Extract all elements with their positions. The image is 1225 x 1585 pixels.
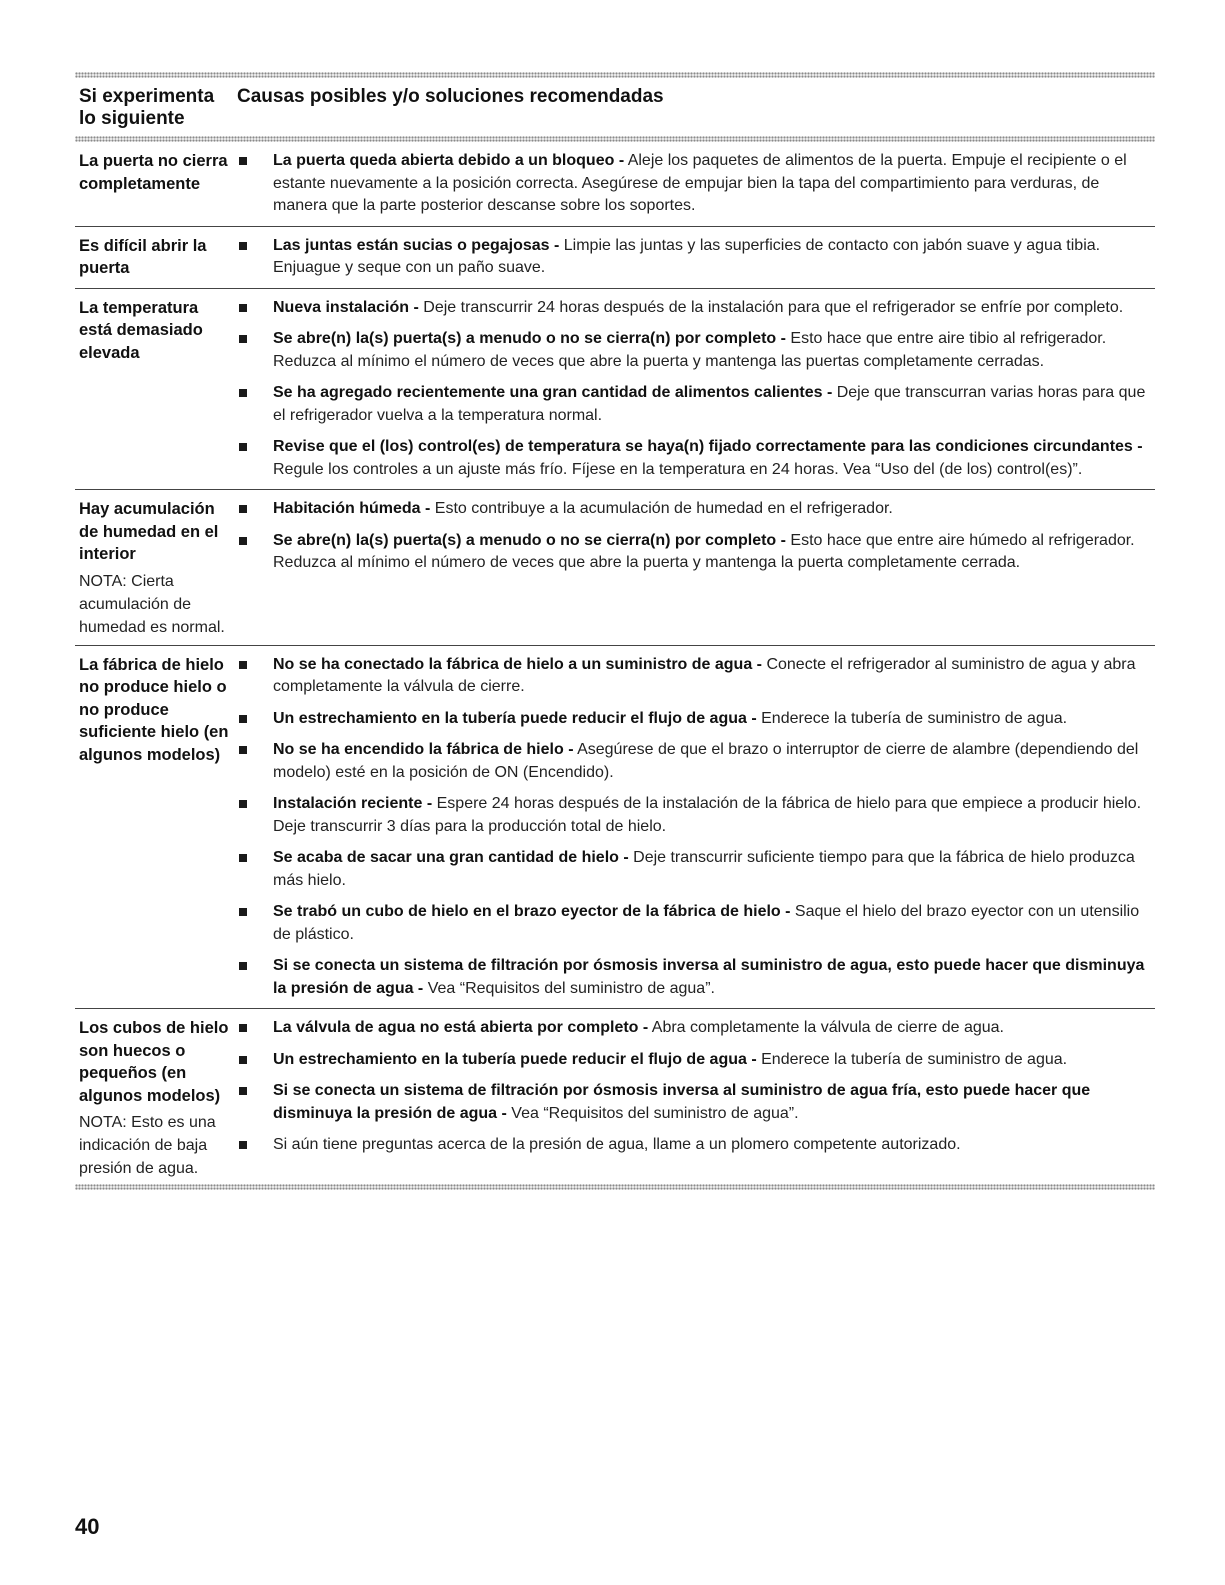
solution-text <box>273 150 1155 218</box>
solution-text <box>273 901 1155 946</box>
solution-text <box>273 955 1155 1000</box>
solution-text <box>273 793 1155 838</box>
solution-body: Deje que transcurran varias horas para que el refrigerador vuelva a la temperatura normal. <box>273 384 1146 424</box>
solution-body: Aleje los paquetes de alimentos de la puerta. Empuje el recipiente o el estante nuevamente a la posición correcta. Asegúrese de empujar bien la tapa del compartimiento para verduras, de manera que la parte posterior descanse sobre los soportes. <box>273 152 1127 214</box>
solution-item <box>237 901 1155 946</box>
bottom-rule <box>75 1184 1155 1190</box>
square-bullet-icon <box>237 498 273 521</box>
solution-body: Si aún tiene preguntas acerca de la presión de agua, llame a un plomero competente autorizado. <box>273 1136 961 1153</box>
solution-body: Asegúrese de que el brazo o interruptor de cierre de alambre (dependiendo del modelo) esté en la posición de ON (Encendido). <box>273 741 1139 781</box>
solution-body: Espere 24 horas después de la instalación de la fábrica de hielo para que empiece a producir hielo. Deje transcurrir 3 días para la producción total de hielo. <box>273 795 1142 835</box>
cause-lead: No se ha encendido la fábrica de hielo - <box>273 741 574 758</box>
square-bullet-icon <box>237 530 273 575</box>
solution-item <box>237 739 1155 784</box>
solutions-cell <box>231 150 1155 220</box>
square-bullet-icon <box>237 654 273 699</box>
solution-body: Enderece la tubería de suministro de agua. <box>756 709 1068 727</box>
symptom-cell <box>75 498 231 639</box>
solution-text <box>273 498 1155 521</box>
cause-lead: Se trabó un cubo de hielo en el brazo eyector de la fábrica de hielo - <box>273 903 791 920</box>
cause-lead: La puerta queda abierta debido a un bloqueo - <box>273 152 625 169</box>
cause-lead: Nueva instalación - <box>273 298 419 316</box>
solution-item <box>237 1049 1155 1072</box>
solution-text <box>273 1134 1155 1157</box>
solution-text <box>273 1080 1155 1125</box>
square-bullet-icon <box>237 1134 273 1157</box>
solution-text <box>273 654 1155 699</box>
solution-list <box>237 235 1155 280</box>
cause-lead: Un estrechamiento en la tubería puede reducir el flujo de agua - <box>273 1050 757 1068</box>
solution-item <box>237 235 1155 280</box>
solution-item <box>237 297 1155 320</box>
solution-list <box>237 297 1155 482</box>
header-solutions: Causas posibles y/o soluciones recomendadas <box>237 86 664 107</box>
solutions-cell <box>231 654 1155 1003</box>
solutions-cell <box>231 1017 1155 1180</box>
square-bullet-icon <box>237 150 273 218</box>
solution-item <box>237 955 1155 1000</box>
symptom-cell <box>75 150 231 220</box>
cause-lead: Se abre(n) la(s) puerta(s) a menudo o no se cierra(n) por completo - <box>273 531 786 549</box>
solution-list <box>237 654 1155 1001</box>
solution-body: Abra completamente la válvula de cierre de agua. <box>648 1019 1004 1036</box>
cause-lead: Un estrechamiento en la tubería puede reducir el flujo de agua - <box>273 709 757 727</box>
solution-item <box>237 382 1155 427</box>
symptom-cell <box>75 297 231 484</box>
symptom-cell <box>75 1017 231 1180</box>
solution-text <box>273 530 1155 575</box>
cause-lead: No se ha conectado la fábrica de hielo a un suministro de agua - <box>273 655 762 673</box>
solution-item <box>237 436 1155 481</box>
square-bullet-icon <box>237 1049 273 1072</box>
solution-body: Vea “Requisitos del suministro de agua”. <box>506 1104 799 1122</box>
solution-text <box>273 708 1155 731</box>
solution-body: Esto hace que entre aire tibio al refrigerador. Reduzca al mínimo el número de veces que abre la puerta y mantenga las puertas completamente cerradas. <box>273 330 1107 370</box>
solution-body: Esto hace que entre aire húmedo al refrigerador. Reduzca al mínimo el número de veces que abre la puerta y mantenga la puerta completamente cerrada. <box>273 531 1135 571</box>
square-bullet-icon <box>237 297 273 320</box>
table-row <box>75 646 1155 1010</box>
solution-item <box>237 1134 1155 1157</box>
solution-body: Vea “Requisitos del suministro de agua”. <box>423 979 715 997</box>
cause-lead: Las juntas están sucias o pegajosas - <box>273 236 560 254</box>
solution-text <box>273 739 1155 784</box>
solution-item <box>237 530 1155 575</box>
solution-body: Conecte el refrigerador al suministro de agua y abra completamente la válvula de cierre. <box>273 655 1136 695</box>
square-bullet-icon <box>237 901 273 946</box>
cause-lead: Se abre(n) la(s) puerta(s) a menudo o no se cierra(n) por completo - <box>273 330 786 347</box>
solution-item <box>237 847 1155 892</box>
solution-text <box>273 235 1155 280</box>
solution-text <box>273 297 1155 320</box>
page-number: 40 <box>75 1514 100 1539</box>
cause-lead: Revise que el (los) control(es) de temperatura se haya(n) fijado correctamente para las condiciones circundantes - <box>273 438 1143 455</box>
solution-list <box>237 498 1155 575</box>
symptom-text: Es difícil abrir la puerta <box>79 236 207 277</box>
cause-lead: Si se conecta un sistema de filtración por ósmosis inversa al suministro de agua fría, esto puede hacer que disminuya la presión de agua - <box>273 1082 1091 1122</box>
solution-body: Deje transcurrir 24 horas después de la instalación para que el refrigerador se enfríe por completo. <box>418 298 1124 316</box>
solutions-cell <box>231 297 1155 484</box>
square-bullet-icon <box>237 793 273 838</box>
solution-item <box>237 654 1155 699</box>
square-bullet-icon <box>237 1080 273 1125</box>
symptom-text: Los cubos de hielo son huecos o pequeños (en algunos modelos) <box>79 1019 229 1105</box>
cause-lead: Se ha agregado recientemente una gran cantidad de alimentos calientes - <box>273 384 833 401</box>
solution-text <box>273 382 1155 427</box>
solution-item <box>237 1080 1155 1125</box>
cause-lead: Instalación reciente - <box>273 795 433 812</box>
symptom-note <box>79 570 231 639</box>
table-row <box>75 1009 1155 1184</box>
cause-lead: Habitación húmeda - <box>273 500 431 517</box>
square-bullet-icon <box>237 708 273 731</box>
note-text: Esto es una indicación de baja presión de agua. <box>79 1114 216 1177</box>
solution-item <box>237 708 1155 731</box>
square-bullet-icon <box>237 847 273 892</box>
square-bullet-icon <box>237 955 273 1000</box>
solution-item <box>237 150 1155 218</box>
table-header <box>75 78 1155 136</box>
solution-text <box>273 1017 1155 1040</box>
header-symptom: Si experimenta lo siguiente <box>79 86 215 129</box>
solution-list <box>237 1017 1155 1157</box>
note-text: Cierta acumulación de humedad es normal. <box>79 572 225 636</box>
square-bullet-icon <box>237 1017 273 1040</box>
symptom-text: La temperatura está demasiado elevada <box>79 298 203 362</box>
solution-text <box>273 328 1155 373</box>
symptom-note <box>79 1111 231 1180</box>
solution-text <box>273 847 1155 892</box>
solution-body: Saque el hielo del brazo eyector con un utensilio de plástico. <box>273 903 1140 943</box>
solution-text <box>273 1049 1155 1072</box>
troubleshooting-table <box>75 72 1155 1190</box>
cause-lead: Se acaba de sacar una gran cantidad de hielo - <box>273 849 629 866</box>
solution-body: Esto contribuye a la acumulación de humedad en el refrigerador. <box>430 500 893 517</box>
square-bullet-icon <box>237 382 273 427</box>
solution-text <box>273 436 1155 481</box>
cause-lead: Si se conecta un sistema de filtración por ósmosis inversa al suministro de agua, esto puede hacer que disminuya la presión de agua - <box>273 957 1145 997</box>
square-bullet-icon <box>237 328 273 373</box>
solution-item <box>237 498 1155 521</box>
square-bullet-icon <box>237 739 273 784</box>
solution-item <box>237 328 1155 373</box>
solution-body: Deje transcurrir suficiente tiempo para que la fábrica de hielo produzca más hielo. <box>273 849 1135 889</box>
note-label: NOTA: <box>79 1114 127 1131</box>
solution-item <box>237 1017 1155 1040</box>
symptom-cell <box>75 654 231 1003</box>
table-row <box>75 289 1155 491</box>
solution-body: Limpie las juntas y las superficies de contacto con jabón suave y agua tibia. Enjuague y seque con un paño suave. <box>273 236 1101 276</box>
symptom-cell <box>75 235 231 282</box>
solutions-cell <box>231 235 1155 282</box>
solution-body: Enderece la tubería de suministro de agua. <box>756 1050 1068 1068</box>
table-row <box>75 490 1155 646</box>
solution-list <box>237 150 1155 218</box>
solution-body: Regule los controles a un ajuste más frío. Fíjese en la temperatura en 24 horas. Vea “Uso del (de los) control(es)”. <box>273 460 1083 478</box>
symptom-text: La fábrica de hielo no produce hielo o no produce suficiente hielo (en algunos modelos) <box>79 655 229 764</box>
square-bullet-icon <box>237 235 273 280</box>
symptom-text: Hay acumulación de humedad en el interior <box>79 500 219 563</box>
solutions-cell <box>231 498 1155 639</box>
table-body <box>75 142 1155 1184</box>
table-row <box>75 142 1155 227</box>
square-bullet-icon <box>237 436 273 481</box>
solution-item <box>237 793 1155 838</box>
symptom-text: La puerta no cierra completamente <box>79 152 228 193</box>
table-row <box>75 227 1155 289</box>
cause-lead: La válvula de agua no está abierta por completo - <box>273 1019 649 1036</box>
note-label: NOTA: <box>79 572 127 590</box>
